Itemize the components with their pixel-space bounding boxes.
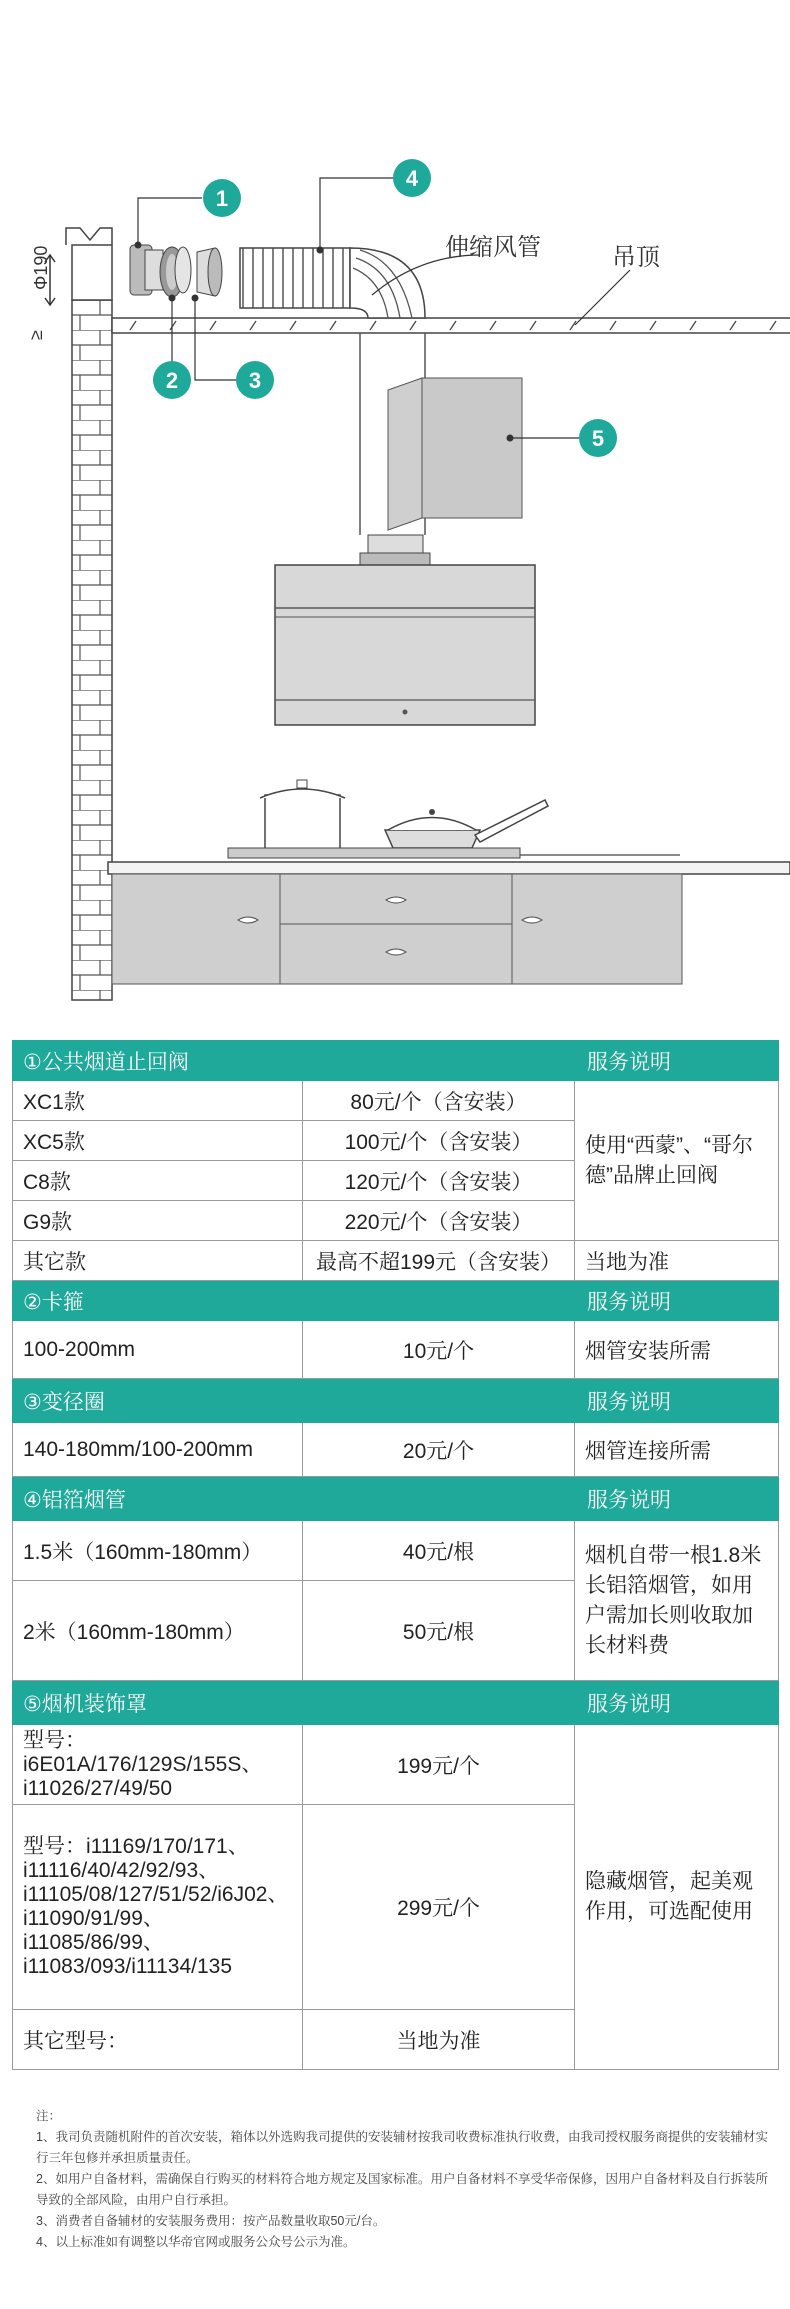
section-title: ①公共烟道止回阀 xyxy=(13,1041,575,1081)
item-price: 当地为准 xyxy=(303,2010,575,2070)
flex-duct-label: 伸缩风管 xyxy=(445,234,541,261)
svg-text:1: 1 xyxy=(215,186,229,211)
item-name: 1.5米（160mm-180mm） xyxy=(13,1521,303,1581)
item-price: 220元/个（含安装） xyxy=(303,1201,575,1241)
svg-text:5: 5 xyxy=(591,426,605,451)
section-title: ②卡箍 xyxy=(13,1281,575,1321)
stock-pot xyxy=(260,780,345,854)
service-note: 隐藏烟管，起美观作用，可选配使用 xyxy=(575,1725,779,2070)
section-header xyxy=(13,1281,779,1321)
table-row xyxy=(13,1241,779,1281)
dimension-marker xyxy=(26,246,55,340)
item-name: 100-200mm xyxy=(13,1321,303,1379)
callout-5 xyxy=(579,419,617,457)
frying-pan xyxy=(385,800,548,848)
svg-text:2: 2 xyxy=(165,368,179,393)
range-hood xyxy=(275,535,535,725)
item-price: 80元/个（含安装） xyxy=(303,1081,575,1121)
table-row xyxy=(13,1081,779,1121)
service-label: 服务说明 xyxy=(575,1041,779,1081)
table-row xyxy=(13,1423,779,1477)
section-title: ④铝箔烟管 xyxy=(13,1477,575,1521)
item-price: 50元/根 xyxy=(303,1581,575,1681)
note-item: 3、消费者自备辅材的安装服务费用：按产品数量收取50元/台。 xyxy=(36,2214,386,2228)
section-header xyxy=(13,1681,779,1725)
kitchen-counter xyxy=(108,848,790,984)
item-name: 其它型号： xyxy=(13,2010,303,2070)
section-header xyxy=(13,1477,779,1521)
item-price: 10元/个 xyxy=(303,1321,575,1379)
item-price: 最高不超199元（含安装） xyxy=(303,1241,575,1281)
svg-text:3: 3 xyxy=(248,368,262,393)
item-name: XC5款 xyxy=(13,1121,303,1161)
callout-3 xyxy=(236,361,274,399)
item-name: 型号：i6E01A/176/129S/155S、i11026/27/49/50 xyxy=(13,1725,303,1805)
section-header xyxy=(13,1379,779,1423)
svg-text:4: 4 xyxy=(405,166,419,191)
service-note: 烟管连接所需 xyxy=(575,1423,779,1477)
item-price: 199元/个 xyxy=(303,1725,575,1805)
ceiling-label: 吊顶 xyxy=(612,244,660,271)
section-header xyxy=(13,1041,779,1081)
table-row xyxy=(13,1321,779,1379)
callout-1 xyxy=(203,179,241,217)
reducer-part xyxy=(197,248,222,296)
item-name: 140-180mm/100-200mm xyxy=(13,1423,303,1477)
section-title: ⑤烟机装饰罩 xyxy=(13,1681,575,1725)
service-note: 当地为准 xyxy=(575,1241,779,1281)
dimension-mark: ≥ xyxy=(26,330,46,340)
item-price: 299元/个 xyxy=(303,1805,575,2010)
item-name: XC1款 xyxy=(13,1081,303,1121)
service-label: 服务说明 xyxy=(575,1379,779,1423)
section-title: ③变径圈 xyxy=(13,1379,575,1423)
footnotes xyxy=(36,2106,776,2253)
item-name: C8款 xyxy=(13,1161,303,1201)
item-price: 20元/个 xyxy=(303,1423,575,1477)
clamp-part xyxy=(175,247,191,293)
service-label: 服务说明 xyxy=(575,1681,779,1725)
note-item: 1、我司负责随机附件的首次安装，箱体以外选购我司提供的安装辅材按我司收费标准执行收费，由我司授权服务商提供的安装辅材实行三年包修并承担质量责任。 xyxy=(36,2130,768,2165)
table-row xyxy=(13,1725,779,1805)
brick-wall xyxy=(66,228,112,1000)
service-label: 服务说明 xyxy=(575,1477,779,1521)
price-table xyxy=(12,1040,779,2070)
table-row xyxy=(13,1521,779,1581)
notes-heading: 注： xyxy=(36,2109,62,2123)
installation-diagram xyxy=(0,0,790,1020)
service-note: 烟管安装所需 xyxy=(575,1321,779,1379)
item-price: 120元/个（含安装） xyxy=(303,1161,575,1201)
item-name: 2米（160mm-180mm） xyxy=(13,1581,303,1681)
callout-4 xyxy=(393,159,431,197)
item-price: 40元/根 xyxy=(303,1521,575,1581)
dimension-label: Φ190 xyxy=(31,245,51,290)
service-label: 服务说明 xyxy=(575,1281,779,1321)
note-item: 4、以上标准如有调整以华帝官网或服务公众号公示为准。 xyxy=(36,2235,356,2249)
flex-duct xyxy=(240,248,425,318)
decorative-cover xyxy=(388,378,522,530)
item-name: 型号：i11169/170/171、i11116/40/42/92/93、i11105/08/127/51/52/i6J02、i11090/91/99、i11085/86/99、i11083/093/i11134/135 xyxy=(13,1805,303,2010)
item-price: 100元/个（含安装） xyxy=(303,1121,575,1161)
callout-2 xyxy=(153,361,191,399)
note-item: 2、如用户自备材料，需确保自行购买的材料符合地方规定及国家标准。用户自备材料不享受华帝保修，因用户自备材料及自行拆装所导致的全部风险，由用户自行承担。 xyxy=(36,2172,768,2207)
service-note: 烟机自带一根1.8米长铝箔烟管，如用户需加长则收取加长材料费 xyxy=(575,1521,779,1681)
service-note: 使用“西蒙”、“哥尔德”品牌止回阀 xyxy=(575,1081,779,1241)
ceiling xyxy=(112,318,790,333)
item-name: G9款 xyxy=(13,1201,303,1241)
item-name: 其它款 xyxy=(13,1241,303,1281)
